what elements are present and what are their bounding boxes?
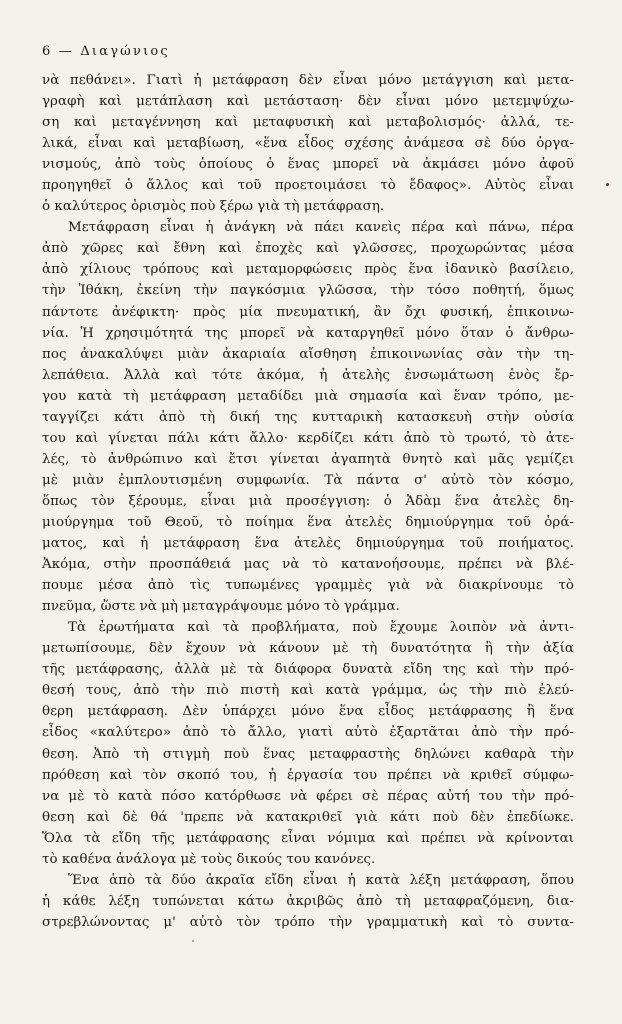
text-line: Τὰ ἐρωτήματα καὶ τὰ προβλήματα, ποὺ ἔχουμε λοιπὸν νὰ ἀντι-	[68, 620, 574, 636]
text-line: Ἀκόμα, στὴν προσπάθειά μας νὰ τὸ κατανοήσουμε, πρέπει νὰ βλέ-	[42, 557, 574, 573]
text-line: ὁ καλύτερος ὁρισμὸς ποὺ ξέρω γιὰ τὴ μετάφραση.	[42, 199, 385, 215]
text-line: ση καὶ μεταγέννηση καὶ μεταφυσικὴ καὶ μεταβολισμός· ἀλλά, τε-	[42, 115, 574, 131]
text-line: πνεῦμα, ὥστε νὰ μὴ μεταγράψουμε μόνο τὸ γράμμα.	[42, 599, 400, 615]
text-line: ἀπὸ χῶρες καὶ ἔθνη καὶ ἐποχὲς καὶ γλῶσσες, προχωρώντας μέσα	[42, 241, 574, 257]
text-line: μιούργημα τοῦ Θεοῦ, τὸ ποίημα ἕνα ἀτελὲς δημιούργημα τοῦ ὁρά-	[42, 514, 574, 530]
text-line: πος ἀνακαλύψει μιὰν ἀκαριαία αἴσθηση ἐπικοινωνίας σὰν τὴν τη-	[42, 346, 574, 362]
text-line: λικά, εἶναι καὶ μεταβίωση, «ἕνα εἶδος σχέσης ἀνάμεσα σὲ δύο ὀργα-	[42, 136, 574, 152]
text-line: Ἕνα ἀπὸ τὰ δύο ἀκραῖα εἴδη εἶναι ἡ κατὰ λέξη μετάφραση, ὅπου	[68, 872, 574, 888]
running-head: 6 — Διαγώνιος	[42, 44, 170, 59]
text-line: πάντοτε ἀνέφικτη· πρὸς μία πνευματική, ἂν ὄχι φυσική, ἐπικοινω-	[42, 304, 574, 320]
text-line: ἡ κάθε λέξη τυπώνεται κάτω ἀκριβῶς ἀπὸ τὴ μεταφραζόμενη, δια-	[42, 893, 574, 909]
text-line: να μὲ τὸ κατὰ πόσο κατόρθωσε νὰ φέρει σὲ πέρας αὐτή του τὴν πρό-	[42, 788, 574, 804]
text-line: τὴν Ἰθάκη, ἐκείνη τὴν παγκόσμια γλῶσσα, τὴν τόσο ποθητή, ὅμως	[42, 283, 574, 299]
text-line: μετωπίσουμε, δὲν ἔχουν νὰ κάνουν μὲ τὴ δυνατότητα ἢ τὴν ἀξία	[42, 641, 574, 657]
text-line: στρεβλώνοντας μ' αὐτὸ τὸν τρόπο τὴν γραμματικὴ καὶ τὸ συντα-	[42, 914, 574, 930]
text-line: λές, τὸ ἀνθρώπινο καὶ ἔτσι γίνεται ἀγαπητὰ θνητὸ καὶ μᾶς γεμίζει	[42, 451, 574, 467]
text-line: προηγηθεῖ ὁ ἄλλος καὶ τοῦ προετοιμάσει τὸ ἔδαφος». Αὐτὸς εἶναι	[42, 178, 574, 194]
text-line: ματος, καὶ ἡ μετάφραση ἕνα ἀτελὲς δημιούργημα τοῦ ποιήματος.	[42, 536, 574, 552]
text-line: του καὶ γίνεται πάλι κάτι ἄλλο· κερδίζει κάτι ἀπὸ τὸ τρωτό, τὸ ἀτε-	[42, 430, 574, 446]
text-line: νὰ πεθάνει». Γιατὶ ἡ μετάφραση δὲν εἶναι μόνο μετάγγιση καὶ μετα-	[42, 73, 574, 88]
text-line: γραφὴ καὶ μετάπλαση καὶ μετάσταση· δὲν εἶναι μόνο μετεμψύχω-	[42, 94, 574, 110]
text-line: μὲ μιὰν ἐμπλουτισμένη συμφωνία. Τὰ πάντα σ' αὐτὸ τὸν κόσμο,	[42, 472, 574, 488]
text-line: τὸ καθένα ἀνάλογα μὲ τοὺς δικούς του κανόνες.	[42, 851, 376, 867]
text-line: ταγγίζει κάτι ἀπὸ τὴ δική της κυτταρικὴ κατασκευὴ στὴν οὐσία	[42, 409, 574, 425]
text-line: πουμε μέσα ἀπὸ τὶς τυπωμένες γραμμὲς γιὰ νὰ διακρίνουμε τὸ	[42, 578, 574, 594]
text-line: πρόθεση καὶ τὸν σκοπό του, ἡ ἐργασία του πρέπει νὰ κριθεῖ σύμφω-	[42, 767, 574, 783]
text-line: γου κατὰ τὴ μετάφραση μεταδίδει μιὰ σημασία καὶ ἕναν τρόπο, με-	[42, 388, 574, 404]
text-line: ὅπως τὸν ξέρουμε, εἶναι μιὰ προσέγγιση: ὁ Ἀδὰμ ἕνα ἀτελὲς δη-	[42, 493, 574, 509]
text-line: θερη μετάφραση. Δὲν ὑπάρχει μόνο ἕνα εἶδος μετάφρασης ἢ ἕνα	[42, 704, 574, 720]
text-line: νισμούς, ἀπὸ τοὺς ὁποίους ὁ ἕνας μπορεῖ νὰ ἀκμάσει μόνο ἀφοῦ	[42, 157, 574, 173]
text-line: Μετάφραση εἶναι ἡ ἀνάγκη νὰ πάει κανεὶς πέρα καὶ πάνω, πέρα	[68, 220, 574, 236]
text-line: τῆς μετάφρασης, ἀλλὰ μὲ τὰ διάφορα δυνατὰ εἴδη της καὶ τὴν πρό-	[42, 662, 574, 678]
text-line: εἶδος «καλύτερο» ἀπὸ τὸ ἄλλο, γιατὶ αὐτὸ ἐξαρτᾶται ἀπὸ τὴν πρό-	[42, 725, 574, 741]
body-text	[42, 70, 574, 933]
text-line: Ὅλα τὰ εἴδη τῆς μετάφρασης εἶναι νόμιμα καὶ πρέπει νὰ κρίνονται	[42, 830, 574, 846]
text-line: νία. Ἡ χρησιμότητά της μπορεῖ νὰ καταργηθεῖ μόνο ὅταν ὁ ἄνθρω-	[42, 325, 574, 341]
text-line: ἀπὸ χίλιους τρόπους καὶ μεταμορφώσεις πρὸς ἕνα ἰδανικὸ βασίλειο,	[42, 262, 574, 278]
text-line: θεση καὶ δὲ θά 'πρεπε νὰ κατακριθεῖ γιὰ κάτι ποὺ δὲν ἐπεδίωκε.	[42, 809, 574, 825]
paper-speck	[192, 940, 194, 942]
text-line: θεση. Ἀπὸ τὴ στιγμὴ ποὺ ἕνας μεταφραστὴς δηλώνει καθαρὰ τὴν	[42, 746, 574, 762]
text-line: θεσή τους, ἀπὸ τὴν πιὸ πιστὴ καὶ κατὰ γράμμα, ὡς τὴν πιὸ ἐλεύ-	[42, 683, 574, 699]
text-line: λεπάθεια. Ἀλλὰ καὶ τότε ἀκόμα, ἡ ἀτελὴς ἐνσωμάτωση ἑνὸς ἔρ-	[42, 367, 574, 383]
margin-mark	[606, 183, 609, 186]
